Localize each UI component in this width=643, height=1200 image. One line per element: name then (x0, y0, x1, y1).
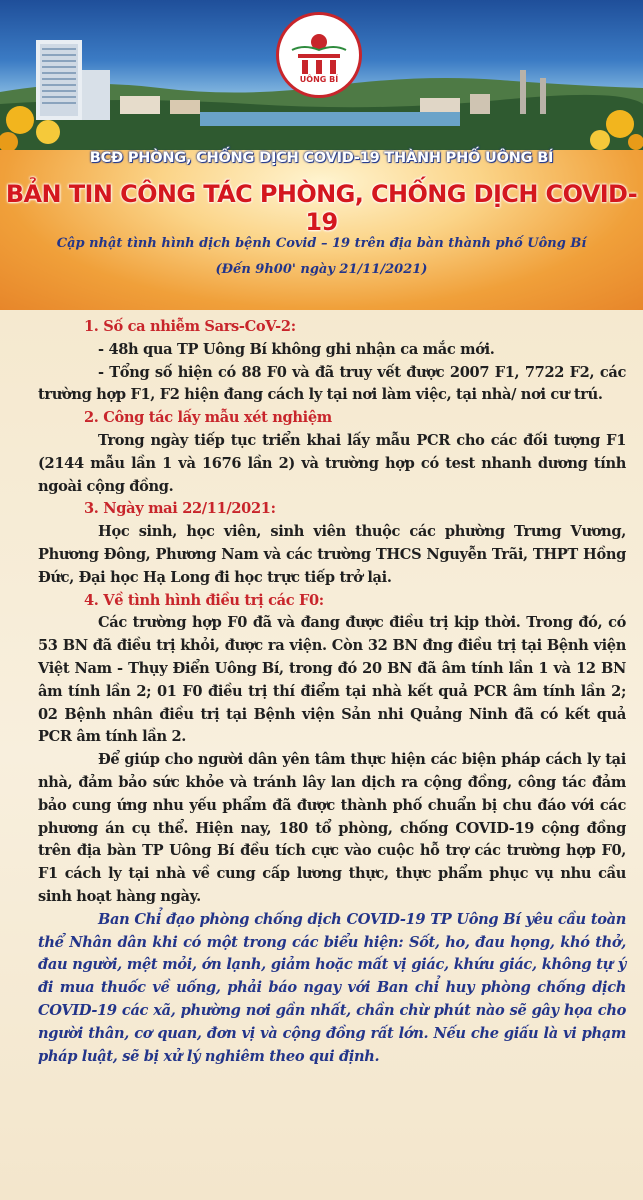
section-2-heading: 2. Công tác lấy mẫu xét nghiệm (84, 409, 332, 427)
section-2-paragraph-1: Trong ngày tiếp tục triển khai lấy mẫu PCR cho các đối tượng F1 (2144 mẫu lần 1 và 1676 lần 2) và trường hợp có test nhanh dương tính ngoài cộng đồng. (38, 431, 626, 495)
section-4-heading: 4. Về tình hình điều trị các F0: (84, 591, 324, 609)
section-4-paragraph-1: Các trường hợp F0 đã và đang được điều trị kịp thời. Trong đó, có 53 BN đã điều trị khỏi, được ra viện. Còn 32 BN đng điều trị tại Bệnh viện Việt Nam - Thụy Điển Uông Bí, trong đó 20 BN đã âm tính lần 1 và 12 BN âm tính lần 2; 01 F0 điều trị thí điểm tại nhà kết quả PCR âm tính lần 2; 02 Bệnh nhân điều trị tại Bệnh viện Sản nhi Quảng Ninh đã có kết quả PCR âm tính lần 2. (38, 614, 626, 746)
section-3-paragraph-1: Học sinh, học viên, sinh viên thuộc các phường Trưng Vương, Phương Đông, Phương Nam và các trường THCS Nguyễn Trãi, THPT Hồng Đức, Đại học Hạ Long đi học trực tiếp trở lại. (38, 523, 626, 586)
section-1-paragraph-1: - 48h qua TP Uông Bí không ghi nhận ca mắc mới. (98, 340, 495, 358)
section-1-paragraph-2: - Tổng số hiện có 88 F0 và đã truy vết được 2007 F1, 7722 F2, các trường hợp F1, F2 hiện đang cách ly tại nơi làm việc, tại nhà/ nơi cư trú. (38, 363, 626, 404)
section-1-heading: 1. Số ca nhiễm Sars-CoV-2: (84, 318, 296, 335)
section-4-paragraph-2: Để giúp cho người dân yên tâm thực hiện các biện pháp cách ly tại nhà, đảm bảo sức khỏe và tránh lây lan dịch ra cộng đồng, công tác đảm bảo cung ứng nhu yếu phẩm đã được thành phố chuẩn bị chu đáo với các phương án cụ thể. Hiện nay, 180 tổ phòng, chống COVID-19 cộng đồng trên địa bàn TP Uông Bí đều tích cực vào cuộc hỗ trợ các trường hợp F0, F1 cách ly tại nhà về cung cấp lương thực, thực phẩm phục vụ nhu cầu sinh hoạt hàng ngày. (38, 751, 626, 905)
logo-label: UÔNG BÍ (299, 75, 339, 84)
city-logo (276, 12, 362, 98)
bulletin-body (38, 316, 626, 1068)
update-line: Cập nhật tình hình dịch bệnh Covid – 19 trên địa bàn thành phố Uông Bí (56, 236, 587, 251)
update-date: (Đến 9h00' ngày 21/11/2021) (215, 262, 428, 277)
section-3-heading: 3. Ngày mai 22/11/2021: (84, 500, 276, 518)
page-title: BẢN TIN CÔNG TÁC PHÒNG, CHỐNG DỊCH COVID-19 (5, 180, 638, 236)
advisory-note: Ban Chỉ đạo phòng chống dịch COVID-19 TP Uông Bí yêu cầu toàn thể Nhân dân khi có một trong các biểu hiện: Sốt, ho, đau họng, khó thở, đau người, mệt mỏi, ớn lạnh, giảm hoặc mất vị giác, khứu giác, không tự ý đi mua thuốc về uống, phải báo ngay với Ban chỉ huy phòng chống dịch COVID-19 các xã, phường nơi gần nhất, chần chừ phút nào sẽ gây họa cho người thân, cơ quan, đơn vị và cộng đồng rất lớn. Nếu che giấu là vi phạm pháp luật, sẽ bị xử lý nghiêm theo qui định. (38, 910, 626, 1065)
org-line: BCĐ PHÒNG, CHỐNG DỊCH COVID-19 THÀNH PHỐ UÔNG BÍ (89, 150, 554, 166)
header-banner (0, 0, 643, 150)
